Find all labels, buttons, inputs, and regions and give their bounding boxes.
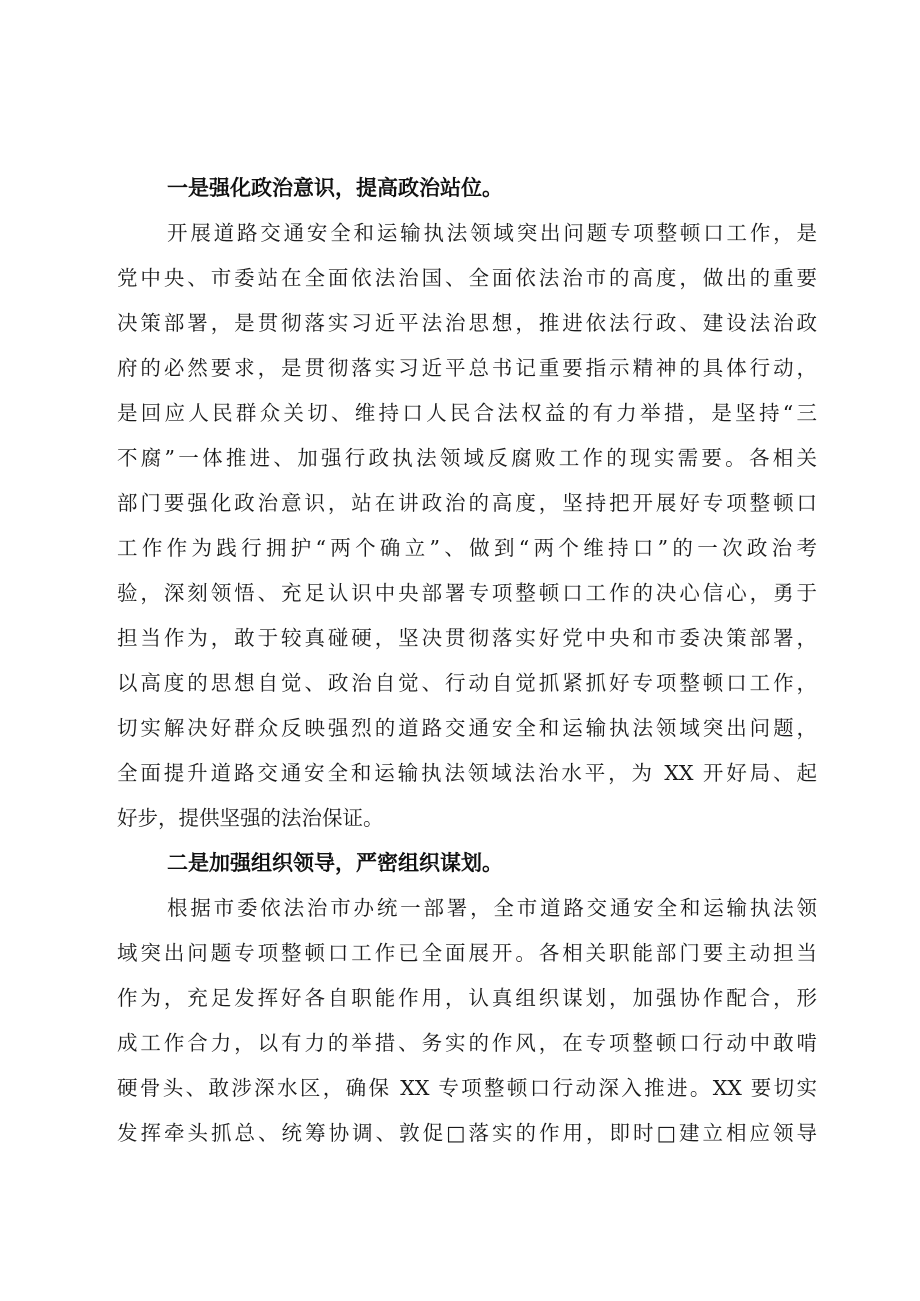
section1-line-7: 部门要强化政治意识，站在讲政治的高度，坚持把开展好专项整顿口 — [117, 491, 817, 515]
section1-line-11: 以高度的思想自觉、政治自觉、行动自觉抓紧抓好专项整顿口工作， — [117, 671, 817, 695]
section2-line-2: 域突出问题专项整顿口工作已全面展开。各相关职能部门要主动担当 — [117, 941, 817, 965]
section1-line-6: 不腐”一体推进、加强行政执法领域反腐败工作的现实需要。各相关 — [117, 446, 817, 470]
section2-line-5: 硬骨头、敢涉深水区，确保 XX 专项整顿口行动深入推进。XX 要切实 — [117, 1076, 817, 1100]
section1-line-1: 开展道路交通安全和运输执法领域突出问题专项整顿口工作，是 — [167, 221, 817, 245]
section1-line-13: 全面提升道路交通安全和运输执法领域法治水平，为 XX 开好局、起 — [117, 761, 817, 785]
section1-line-10: 担当作为，敢于较真碰硬，坚决贯彻落实好党中央和市委决策部署， — [117, 626, 817, 650]
section2-line-1: 根据市委依法治市办统一部署，全市道路交通安全和运输执法领 — [167, 896, 817, 920]
section1-line-5: 是回应人民群众关切、维持口人民合法权益的有力举措，是坚持“三 — [117, 401, 817, 425]
section1-line-8: 工作作为践行拥护“两个确立”、做到“两个维持口”的一次政治考 — [117, 536, 817, 560]
section2-heading: 二是加强组织领导，严密组织谋划。 — [167, 851, 503, 875]
section1-line-14: 好步，提供坚强的法治保证。 — [117, 806, 384, 830]
section1-line-3: 决策部署，是贯彻落实习近平法治思想，推进依法行政、建设法治政 — [117, 311, 817, 335]
section1-line-2: 党中央、市委站在全面依法治国、全面依法治市的高度，做出的重要 — [117, 266, 817, 290]
section2-line-6: 发挥牵头抓总、统筹协调、敦促□落实的作用，即时□建立相应领导 — [117, 1121, 817, 1145]
section1-heading: 一是强化政治意识，提高政治站位。 — [167, 176, 503, 200]
section1-line-12: 切实解决好群众反映强烈的道路交通安全和运输执法领域突出问题， — [117, 716, 817, 740]
section1-line-9: 验，深刻领悟、充足认识中央部署专项整顿口工作的决心信心，勇于 — [117, 581, 817, 605]
section2-line-3: 作为，充足发挥好各自职能作用，认真组织谋划，加强协作配合，形 — [117, 986, 817, 1010]
section1-line-4: 府的必然要求，是贯彻落实习近平总书记重要指示精神的具体行动， — [117, 356, 817, 380]
section2-line-4: 成工作合力，以有力的举措、务实的作风，在专项整顿口行动中敢啃 — [117, 1031, 817, 1055]
